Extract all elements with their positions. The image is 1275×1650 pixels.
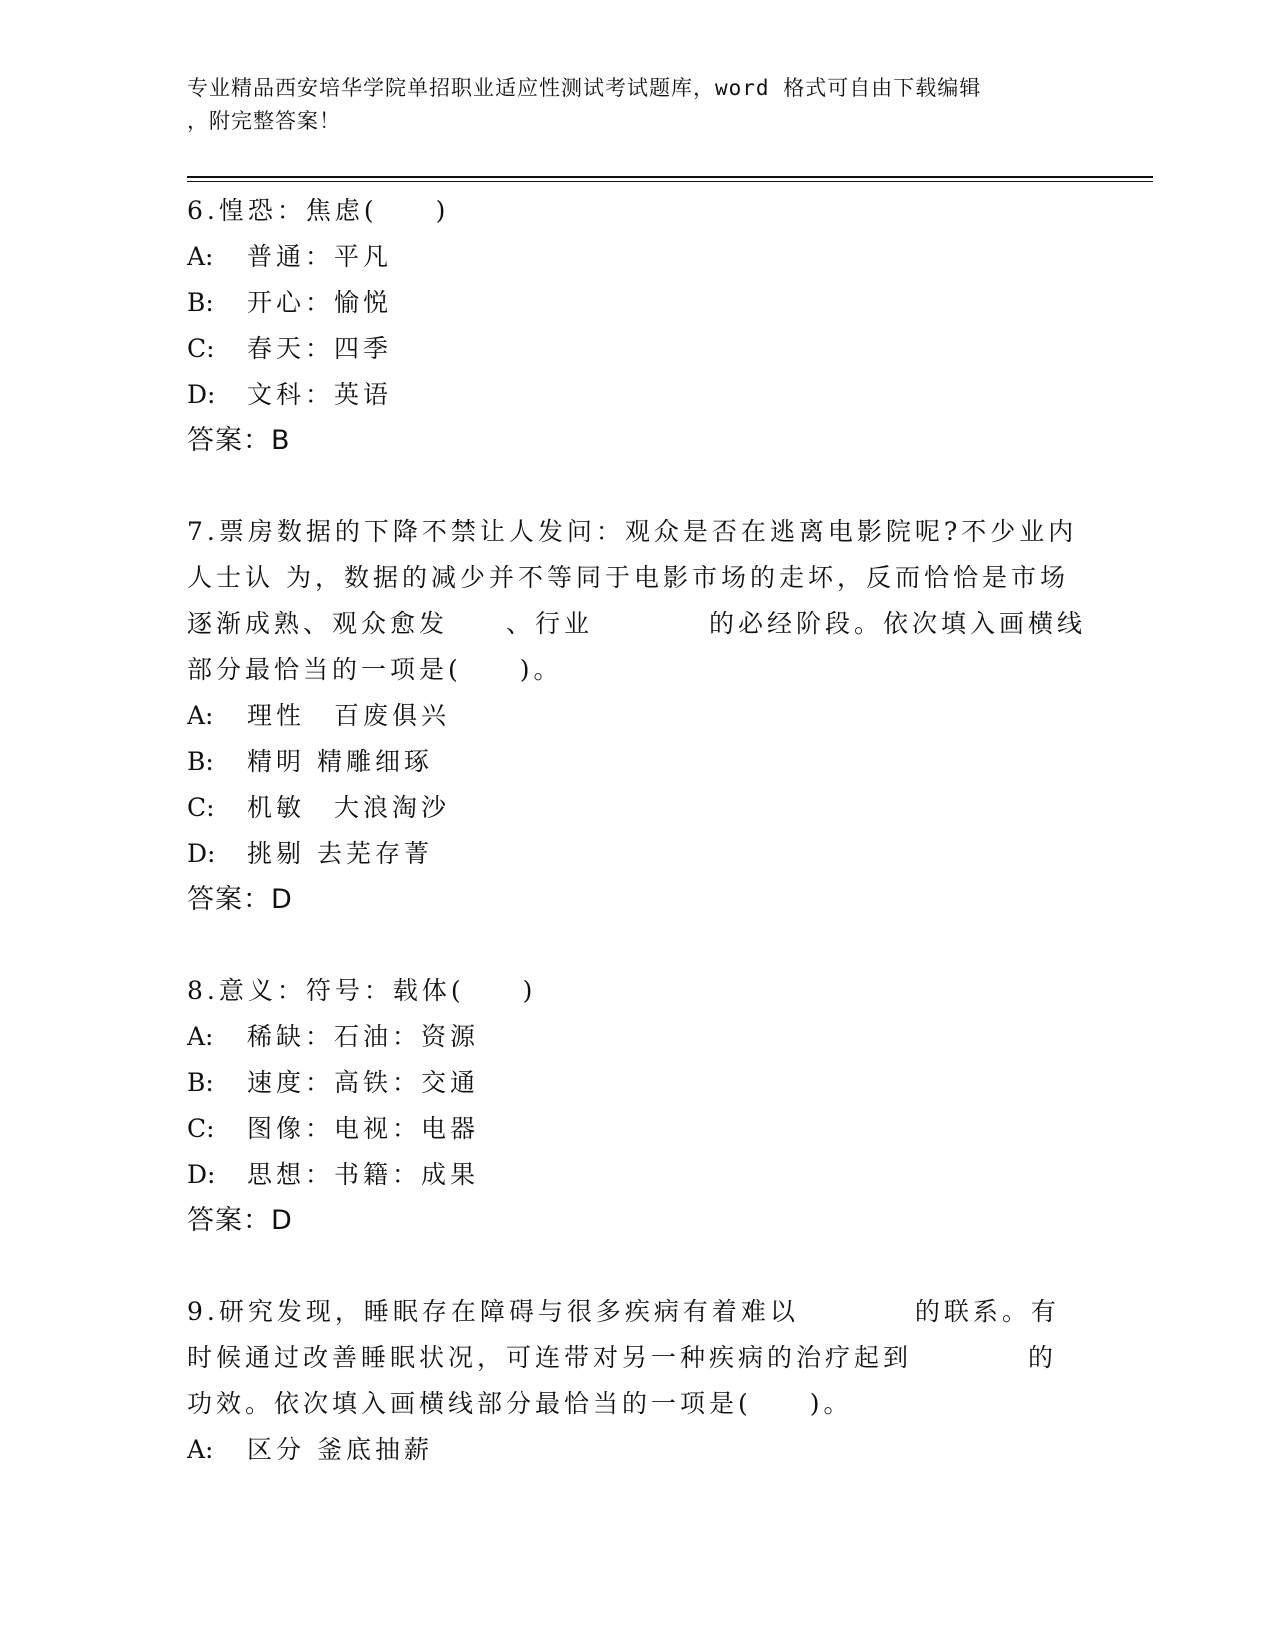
option-text: 思想：书籍：成果 [247,1160,480,1189]
question-stem: 部分最恰当的一项是( )。 [187,655,563,684]
question-6 [187,188,1087,464]
answer-line: 答案：D [187,1205,293,1236]
option-key: C: [187,334,215,363]
header-line-2: ，附完整答案！ [187,109,341,133]
option-text: 春天：四季 [247,334,393,363]
question-stem: 逐渐成熟、观众愈发 、行业 的必经阶段。依次填入画横线 [187,609,1087,638]
option-key: C: [187,1114,215,1143]
option-key: A: [187,1022,214,1051]
option-c [187,785,1087,831]
question-9 [187,1289,1087,1473]
option-a [187,693,1087,739]
option-text: 图像：电视：电器 [247,1114,480,1143]
option-key: A: [187,701,214,730]
option-text: 普通：平凡 [247,242,393,271]
option-key: D: [187,839,216,868]
question-stem: 6.惶恐：焦虑( ) [187,196,450,225]
question-stem: 时候通过改善睡眠状况，可连带对另一种疾病的治疗起到 的 [187,1343,1058,1372]
option-text: 挑剔 去芜存菁 [247,839,433,868]
option-text: 稀缺：石油：资源 [247,1022,480,1051]
option-text: 速度：高铁：交通 [247,1068,480,1097]
option-d [187,1152,1087,1198]
question-stem: 9.研究发现，睡眠存在障碍与很多疾病有着难以 的联系。有 [187,1297,1060,1326]
option-a [187,1427,1087,1473]
option-key: A: [187,1435,214,1464]
header-line-1: 专业精品西安培华学院单招职业适应性测试考试题库，word 格式可自由下载编辑 [187,76,982,100]
header-divider-thin [187,181,1153,182]
option-text: 理性 百废俱兴 [247,701,451,730]
answer-line: 答案：B [187,425,291,456]
header-divider-thick [187,176,1153,178]
option-c [187,1106,1087,1152]
question-spacer [187,464,1087,509]
question-stem: 7.票房数据的下降不禁让人发问：观众是否在逃离电影院呢?不少业内 [187,517,1078,546]
option-text: 精明 精雕细琢 [247,747,433,776]
option-b [187,739,1087,785]
option-b [187,280,1087,326]
question-stem: 功效。依次填入画横线部分最恰当的一项是( )。 [187,1389,853,1418]
option-d [187,372,1087,418]
option-c [187,326,1087,372]
option-key: B: [187,747,214,776]
question-8 [187,968,1087,1244]
option-key: A: [187,242,214,271]
question-spacer [187,923,1087,968]
option-a [187,234,1087,280]
question-spacer [187,1244,1087,1289]
option-text: 机敏 大浪淘沙 [247,793,451,822]
document-header [187,72,1067,138]
option-text: 文科：英语 [247,380,393,409]
option-key: D: [187,1160,216,1189]
option-key: D: [187,380,216,409]
question-stem: 人士认 为，数据的减少并不等同于电影市场的走坏，反而恰恰是市场 [187,563,1069,592]
option-b [187,1060,1087,1106]
option-text: 区分 釜底抽薪 [247,1435,433,1464]
option-key: C: [187,793,215,822]
question-7 [187,509,1087,923]
option-key: B: [187,1068,214,1097]
answer-line: 答案：D [187,884,293,915]
option-a [187,1014,1087,1060]
option-text: 开心：愉悦 [247,288,393,317]
option-d [187,831,1087,877]
question-list [187,188,1087,1473]
question-stem: 8.意义：符号：载体( ) [187,976,537,1005]
option-key: B: [187,288,214,317]
